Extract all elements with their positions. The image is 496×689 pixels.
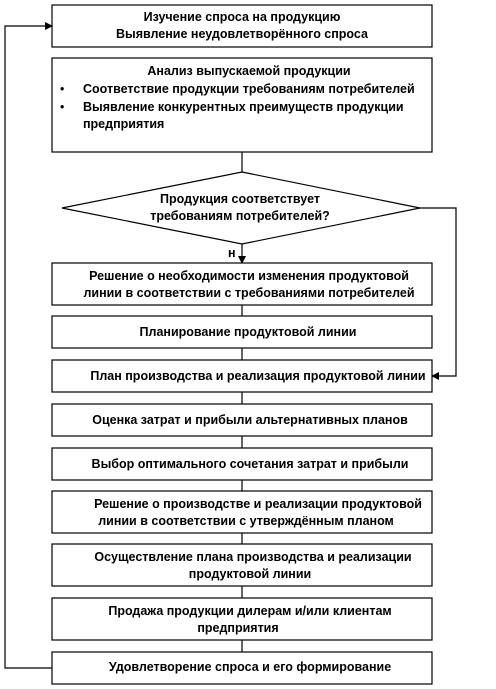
- box-cost-evaluation-text: Оценка затрат и прибыли альтернативных планов: [92, 413, 408, 427]
- box-change-decision-line-2: линии в соответствии с требованиями потребителей: [83, 286, 415, 300]
- box-demand-satisfaction-text: Удовлетворение спроса и его формирование: [108, 660, 392, 674]
- box-change-decision-line-1: Решение о необходимости изменения продуктовой: [89, 269, 409, 283]
- box-production-plan-text: План производства и реализация продуктовой линии: [90, 369, 426, 383]
- box-optimal-choice-text: Выбор оптимального сочетания затрат и прибыли: [91, 457, 409, 471]
- box-demand-study-line-2: Выявление неудовлетворённого спроса: [116, 27, 368, 41]
- box-production-decision-line-2: линии в соответствии с утверждённым планом: [98, 514, 394, 528]
- box-plan-execution-line-2: продуктовой линии: [188, 567, 312, 581]
- decision-line-2: требованиям потребителей?: [150, 209, 330, 223]
- decision-diamond: [62, 172, 420, 244]
- box-production-decision-line-1: Решение о производстве и реализации продуктовой: [94, 497, 422, 511]
- label-no: н: [228, 246, 236, 260]
- connector-feedback-loop: [5, 26, 52, 668]
- box-product-analysis-title: Анализ выпускаемой продукции: [147, 64, 351, 78]
- box-plan-execution-line-1: Осуществление плана производства и реализации: [94, 550, 412, 564]
- bullet-2-text-line-2: предприятия: [83, 117, 165, 131]
- box-sales-line-2: предприятия: [197, 621, 279, 635]
- box-demand-study-line-1: Изучение спроса на продукцию: [143, 10, 341, 24]
- bullet-2-text-line-1: Выявление конкурентных преимуществ продукции: [83, 100, 404, 114]
- box-product-line-planning-text: Планирование продуктовой линии: [139, 325, 357, 339]
- decision-line-1: Продукция соответствует: [160, 192, 320, 206]
- bullet-1-text: Соответствие продукции требованиям потребителей: [83, 82, 415, 96]
- bullet-2: •: [60, 100, 65, 114]
- bullet-1: •: [60, 82, 65, 96]
- box-sales-line-1: Продажа продукции дилерам и/или клиентам: [108, 604, 392, 618]
